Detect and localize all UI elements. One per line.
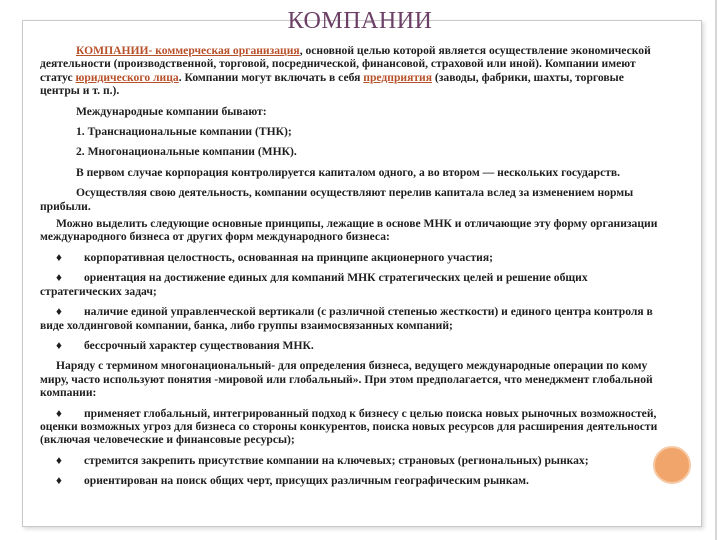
- diamond-bullet-icon: ♦: [56, 338, 62, 352]
- diamond-bullet-icon: ♦: [56, 250, 62, 264]
- global-trait-item: ♦ стремится закрепить присутствие компании на ключевых; страновых (региональных) рынках;: [56, 453, 589, 467]
- intl-types-heading: Международные компании бывают:: [76, 104, 267, 118]
- term-definition: КОМПАНИИ- коммерческая организация: [76, 44, 300, 57]
- capital-flow-paragraph: Осуществляя свою деятельность, компании осуществляют перелив капитала вслед за изменением нормы прибыли.: [40, 186, 634, 213]
- diamond-bullet-icon: ♦: [56, 453, 62, 467]
- global-intro: Наряду с термином многонациональный- для определения бизнеса, ведущего международные операции по кому миру, часто используют понятия -мировой или глобальный». При этом предполагается, что менеджмент глобальной компании:: [40, 359, 653, 400]
- type-mnk: 2. Многонациональные компании (МНК).: [76, 145, 297, 159]
- right-edge-line: [715, 0, 717, 540]
- global-trait-item: ♦ ориентирован на поиск общих черт, присущих различным географическим рынкам.: [56, 474, 529, 488]
- principle-item: ♦ бессрочный характер существования МНК.: [56, 338, 314, 352]
- intro-text-a: , основной целью которой является осуществление экономической деятельности (производственной, торговой, посреднической, финансовой, страховой или иной). Компании имеют статус: [40, 44, 651, 84]
- principle-item: ♦ корпоративная целостность, основанная на принципе акционерного участия;: [56, 250, 493, 264]
- decorative-circle-icon: [653, 446, 691, 484]
- intro-text-c: (заводы, фабрики, шахты, торговые центры и т. п.).: [40, 70, 624, 98]
- type-tnk: 1. Транснациональные компании (ТНК);: [76, 125, 292, 139]
- diamond-bullet-icon: ♦: [56, 305, 62, 319]
- enterprises-link[interactable]: предприятия: [363, 70, 433, 84]
- global-trait-item: ♦ применяет глобальный, интегрированный подход к бизнесу с целью поиска новых рыночных возможностей, оценки возможных угроз для бизнеса со стороны конкурентов, поиска новых ресурсов для расширения деятельности (включая человеческие и финансовые ресурсы);: [40, 406, 658, 447]
- principles-intro: Можно выделить следующие основные принципы, лежащие в основе МНК и отличающие эту форму организации международного бизнеса от других форм международного бизнеса:: [40, 217, 658, 244]
- principle-item: ♦ ориентация на достижение единых для компаний МНК стратегических целей и решение общих стратегических задач;: [40, 271, 588, 298]
- legal-entity-link[interactable]: юридического лица: [75, 70, 179, 84]
- slide-content: [40, 44, 665, 488]
- difference-paragraph: В первом случае корпорация контролируется капиталом одного, а во втором — нескольких государств.: [76, 165, 621, 179]
- intro-text-b: . Компании могут включать в себя: [178, 70, 364, 84]
- page-title: КОМПАНИИ: [287, 8, 433, 34]
- diamond-bullet-icon: ♦: [56, 271, 62, 285]
- principle-item: ♦ наличие единой управленческой вертикали (с различной степенью жесткости) и единого центра контроля в виде холдинговой компании, банка, либо группы взаимосвязанных компаний;: [40, 305, 653, 332]
- diamond-bullet-icon: ♦: [56, 406, 62, 420]
- intro-paragraph: [40, 44, 665, 98]
- diamond-bullet-icon: ♦: [56, 474, 62, 488]
